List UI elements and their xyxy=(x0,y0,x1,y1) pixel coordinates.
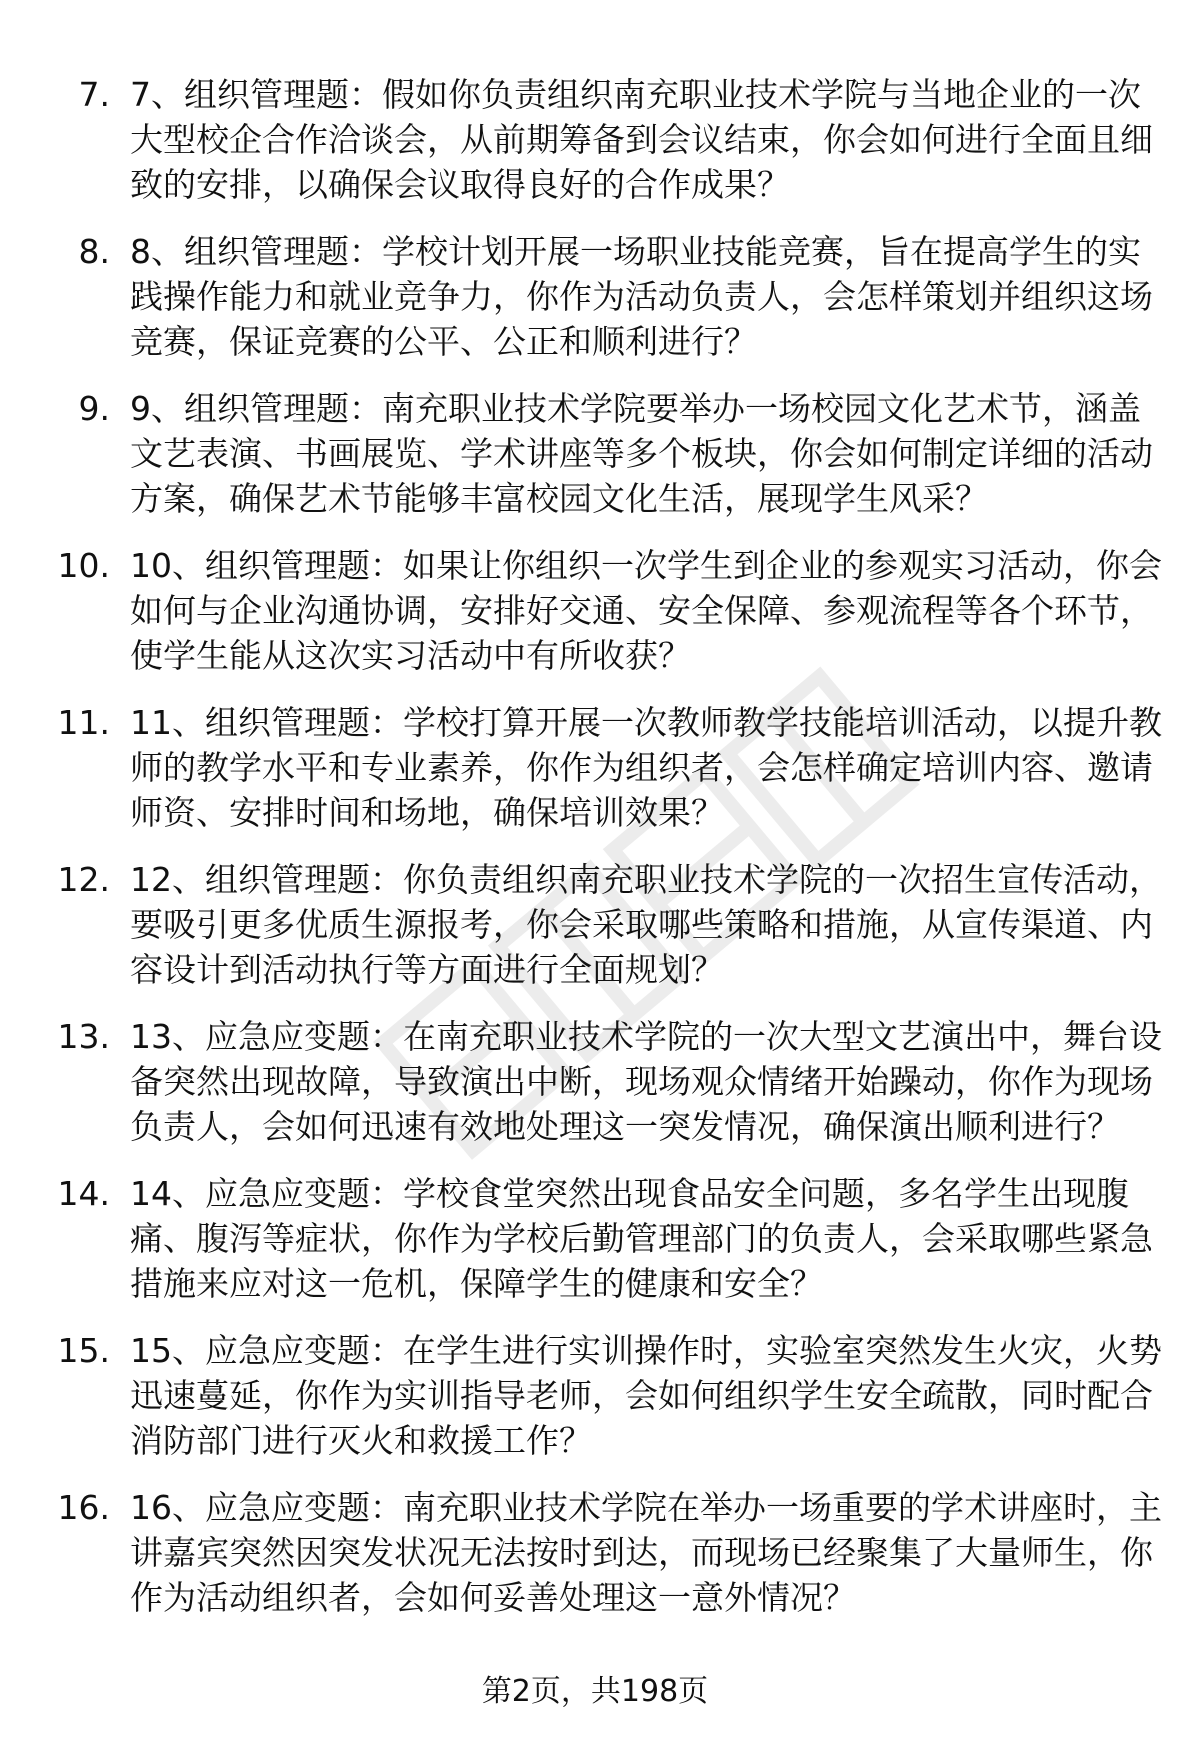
item-number: 14. xyxy=(57,1174,110,1213)
item-text: 14、应急应变题：学校食堂突然出现食品安全问题，多名学生出现腹痛、腹泻等症状，你作为学校后勤管理部门的负责人，会采取哪些紧急措施来应对这一危机，保障学生的健康和安全？ xyxy=(130,1174,1153,1303)
item-number: 7. xyxy=(78,75,110,114)
item-number: 8. xyxy=(78,232,110,271)
item-text: 16、应急应变题：南充职业技术学院在举办一场重要的学术讲座时，主讲嘉宾突然因突发状况无法按时到达，而现场已经聚集了大量师生，你作为活动组织者，会如何妥善处理这一意外情况？ xyxy=(130,1488,1162,1617)
item-text: 9、组织管理题：南充职业技术学院要举办一场校园文化艺术节，涵盖文艺表演、书画展览、学术讲座等多个板块，你会如何制定详细的活动方案，确保艺术节能够丰富校园文化生活，展现学生风采？ xyxy=(130,389,1153,518)
item-text: 15、应急应变题：在学生进行实训操作时，实验室突然发生火灾，火势迅速蔓延，你作为实训指导老师，会如何组织学生安全疏散，同时配合消防部门进行灭火和救援工作？ xyxy=(130,1331,1162,1460)
item-number: 12. xyxy=(57,860,110,899)
list-item xyxy=(0,1171,1190,1306)
item-text: 7、组织管理题：假如你负责组织南充职业技术学院与当地企业的一次大型校企合作洽谈会，从前期筹备到会议结束，你会如何进行全面且细致的安排，以确保会议取得良好的合作成果？ xyxy=(130,75,1153,204)
item-number: 16. xyxy=(57,1488,110,1527)
list-item xyxy=(0,857,1190,992)
item-text: 11、组织管理题：学校打算开展一次教师教学技能培训活动，以提升教师的教学水平和专业素养，你作为组织者，会怎样确定培训内容、邀请师资、安排时间和场地，确保培训效果？ xyxy=(130,703,1162,832)
item-text: 13、应急应变题：在南充职业技术学院的一次大型文艺演出中，舞台设备突然出现故障，导致演出中断，现场观众情绪开始躁动，你作为现场负责人，会如何迅速有效地处理这一突发情况，确保演出顺利进行？ xyxy=(130,1017,1162,1146)
list-item xyxy=(0,700,1190,835)
list-item xyxy=(0,229,1190,364)
item-number: 11. xyxy=(57,703,110,742)
item-number: 13. xyxy=(57,1017,110,1056)
page-footer: 第2页，共198页 xyxy=(481,1674,709,1709)
list-item xyxy=(0,386,1190,521)
item-text: 12、组织管理题：你负责组织南充职业技术学院的一次招生宣传活动，要吸引更多优质生源报考，你会采取哪些策略和措施，从宣传渠道、内容设计到活动执行等方面进行全面规划？ xyxy=(130,860,1162,989)
question-list xyxy=(0,72,1190,1642)
item-text: 10、组织管理题：如果让你组织一次学生到企业的参观实习活动，你会如何与企业沟通协调，安排好交通、安全保障、参观流程等各个环节，使学生能从这次实习活动中有所收获？ xyxy=(130,546,1162,675)
item-number: 10. xyxy=(57,546,110,585)
list-item xyxy=(0,543,1190,678)
list-item xyxy=(0,1485,1190,1620)
list-item xyxy=(0,1328,1190,1463)
item-number: 15. xyxy=(57,1331,110,1370)
item-text: 8、组织管理题：学校计划开展一场职业技能竞赛，旨在提高学生的实践操作能力和就业竞争力，你作为活动负责人，会怎样策划并组织这场竞赛，保证竞赛的公平、公正和顺利进行？ xyxy=(130,232,1153,361)
list-item xyxy=(0,72,1190,207)
item-number: 9. xyxy=(78,389,110,428)
list-item xyxy=(0,1014,1190,1149)
